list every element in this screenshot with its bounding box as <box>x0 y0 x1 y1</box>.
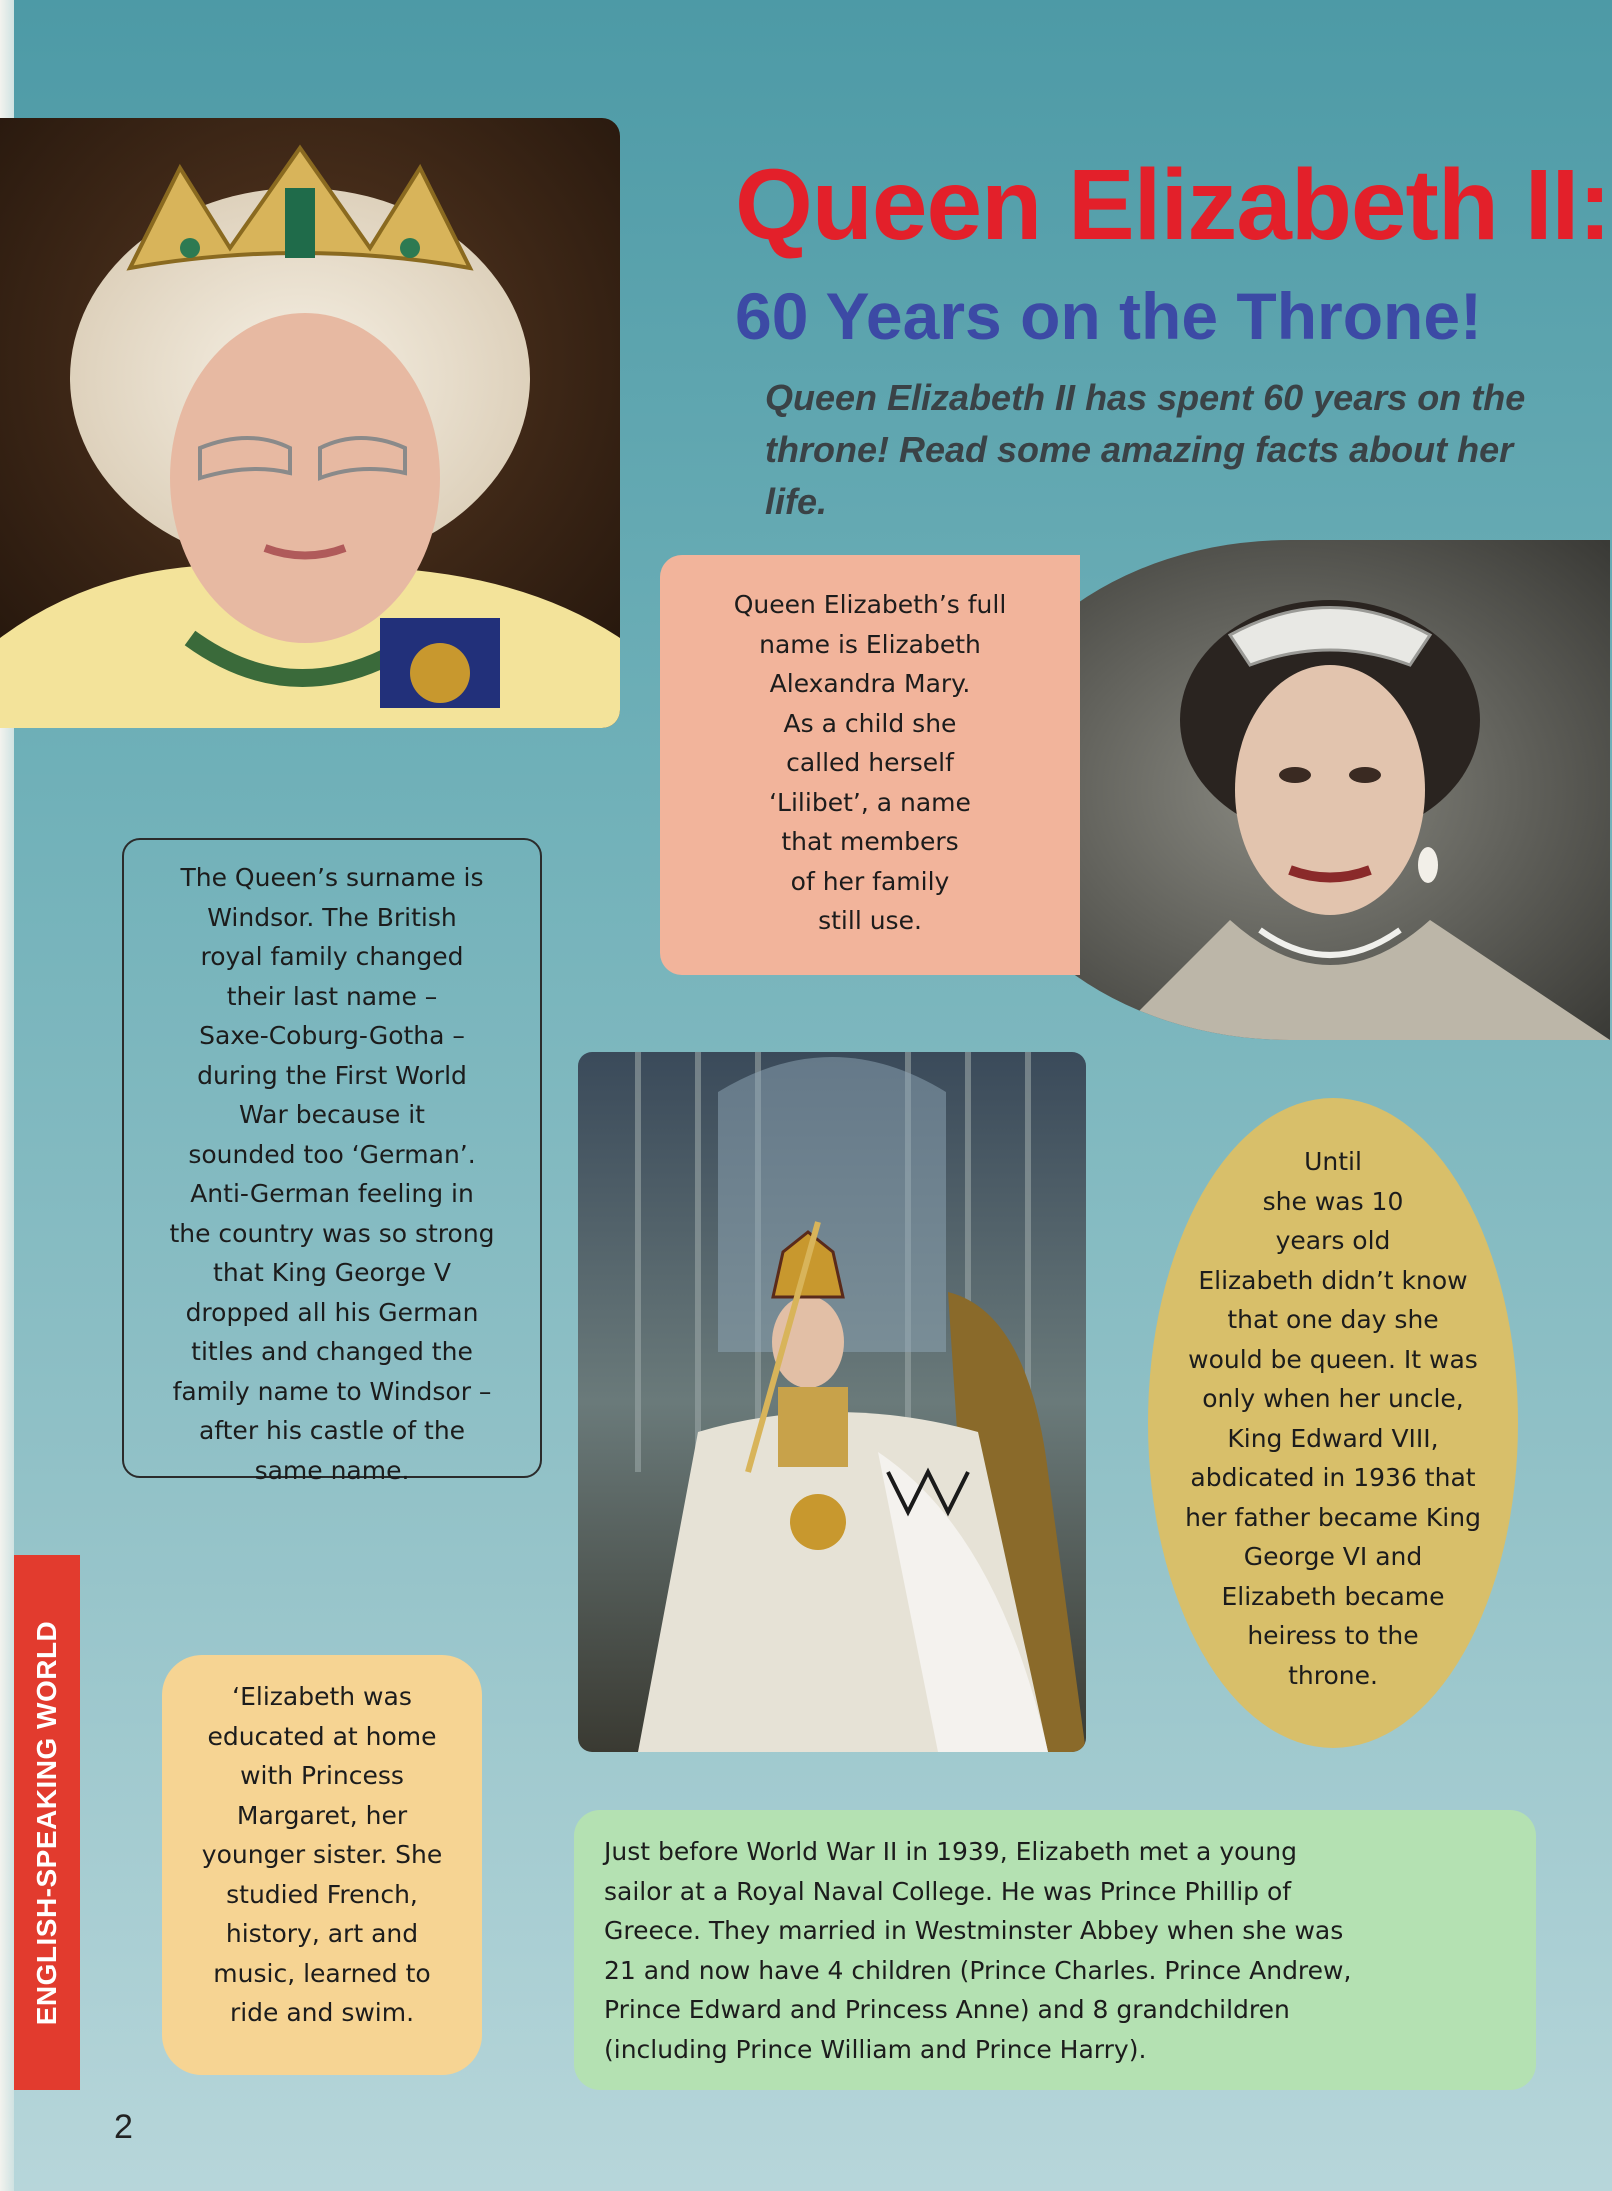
queen-at-ten-line: King Edward VIII, <box>1227 1423 1439 1453</box>
coronation-photo <box>578 1052 1086 1752</box>
windsor-line: War because it <box>239 1100 425 1129</box>
windsor-line: Anti-German feeling in <box>190 1179 474 1208</box>
full-name-line: Alexandra Mary. <box>769 669 971 698</box>
queen-portrait-photo <box>0 118 620 728</box>
education-fact-box <box>162 1655 482 2075</box>
windsor-line: dropped all his German <box>185 1297 479 1327</box>
windsor-fact-box <box>122 838 542 1485</box>
education-line: music, learned to <box>213 1958 431 1988</box>
windsor-line: their last name – <box>226 981 438 1011</box>
queen-at-ten-line: abdicated in 1936 that <box>1190 1463 1476 1492</box>
education-line: educated at home <box>207 1721 437 1751</box>
queen-at-ten-line: that one day she <box>1227 1305 1439 1334</box>
queen-at-ten-line: Until <box>1304 1147 1362 1176</box>
full-name-line: called herself <box>786 748 954 777</box>
windsor-line: The Queen’s surname is <box>180 863 484 892</box>
queen-at-ten-line: George VI and <box>1243 1542 1423 1571</box>
windsor-line: Saxe-Coburg-Gotha – <box>199 1021 465 1050</box>
queen-at-ten-line: her father became King <box>1185 1502 1481 1532</box>
education-line: with Princess <box>240 1761 404 1790</box>
queen-at-ten-line: would be queen. It was <box>1188 1344 1478 1374</box>
marriage-line: (including Prince William and Prince Harry). <box>604 2034 1147 2064</box>
intro-text: Queen Elizabeth II has spent 60 years on the throne! Read some amazing facts about her life. <box>765 377 1526 522</box>
marriage-line: 21 and now have 4 children (Prince Charles. Prince Andrew, <box>604 1955 1352 1985</box>
full-name-line: still use. <box>818 906 922 935</box>
education-line: history, art and <box>225 1919 419 1948</box>
windsor-line: family name to Windsor – <box>172 1376 492 1406</box>
education-line: ride and swim. <box>229 1998 415 2027</box>
windsor-line: that King George V <box>213 1258 451 1287</box>
queen-at-ten-line: she was 10 <box>1262 1186 1404 1216</box>
windsor-line: royal family changed <box>200 942 464 971</box>
full-name-line: ‘Lilibet’, a name <box>769 787 971 817</box>
education-line: studied French, <box>226 1879 418 1909</box>
education-line: younger sister. She <box>201 1840 443 1869</box>
windsor-line: the country was so strong <box>169 1218 495 1248</box>
full-name-line: name is Elizabeth <box>759 629 981 659</box>
education-line: Margaret, her <box>236 1800 408 1830</box>
section-label: ENGLISH-SPEAKING WORLD <box>31 1620 62 2025</box>
marriage-line: Just before World War II in 1939, Elizabeth met a young <box>604 1837 1297 1866</box>
full-name-line: As a child she <box>783 708 957 738</box>
windsor-line: same name. <box>254 1455 410 1485</box>
page-subtitle: 60 Years on the Throne! <box>735 279 1483 353</box>
windsor-line: during the First World <box>197 1060 467 1090</box>
queen-at-ten-line: throne. <box>1288 1660 1378 1690</box>
windsor-line: Windsor. The British <box>207 902 457 932</box>
page-number: 2 <box>114 2108 133 2146</box>
queen-at-ten-fact-box <box>1148 1098 1518 1748</box>
marriage-line: sailor at a Royal Naval College. He was Prince Phillip of <box>604 1876 1292 1906</box>
queen-at-ten-line: heiress to the <box>1247 1621 1419 1650</box>
queen-at-ten-line: Elizabeth became <box>1221 1581 1445 1611</box>
marriage-line: Greece. They married in Westminster Abbey when she was <box>604 1916 1344 1945</box>
windsor-line: sounded too ‘German’. <box>188 1139 476 1169</box>
full-name-line: that members <box>781 827 959 856</box>
queen-at-ten-line: Elizabeth didn’t know <box>1198 1265 1468 1295</box>
windsor-line: titles and changed the <box>191 1337 473 1366</box>
queen-at-ten-line: only when her uncle, <box>1202 1384 1464 1413</box>
full-name-line: of her family <box>790 866 950 896</box>
marriage-fact-box <box>574 1810 1536 2090</box>
marriage-line: Prince Edward and Princess Anne) and 8 grandchildren <box>604 1995 1290 2024</box>
section-side-tab <box>14 1555 80 2090</box>
full-name-line: Queen Elizabeth’s full <box>733 590 1007 619</box>
education-line: ‘Elizabeth was <box>232 1682 412 1711</box>
page-title: Queen Elizabeth II: <box>735 149 1611 261</box>
windsor-line: after his castle of the <box>198 1416 466 1445</box>
queen-at-ten-line: years old <box>1275 1226 1391 1255</box>
full-name-fact-box <box>660 555 1080 975</box>
